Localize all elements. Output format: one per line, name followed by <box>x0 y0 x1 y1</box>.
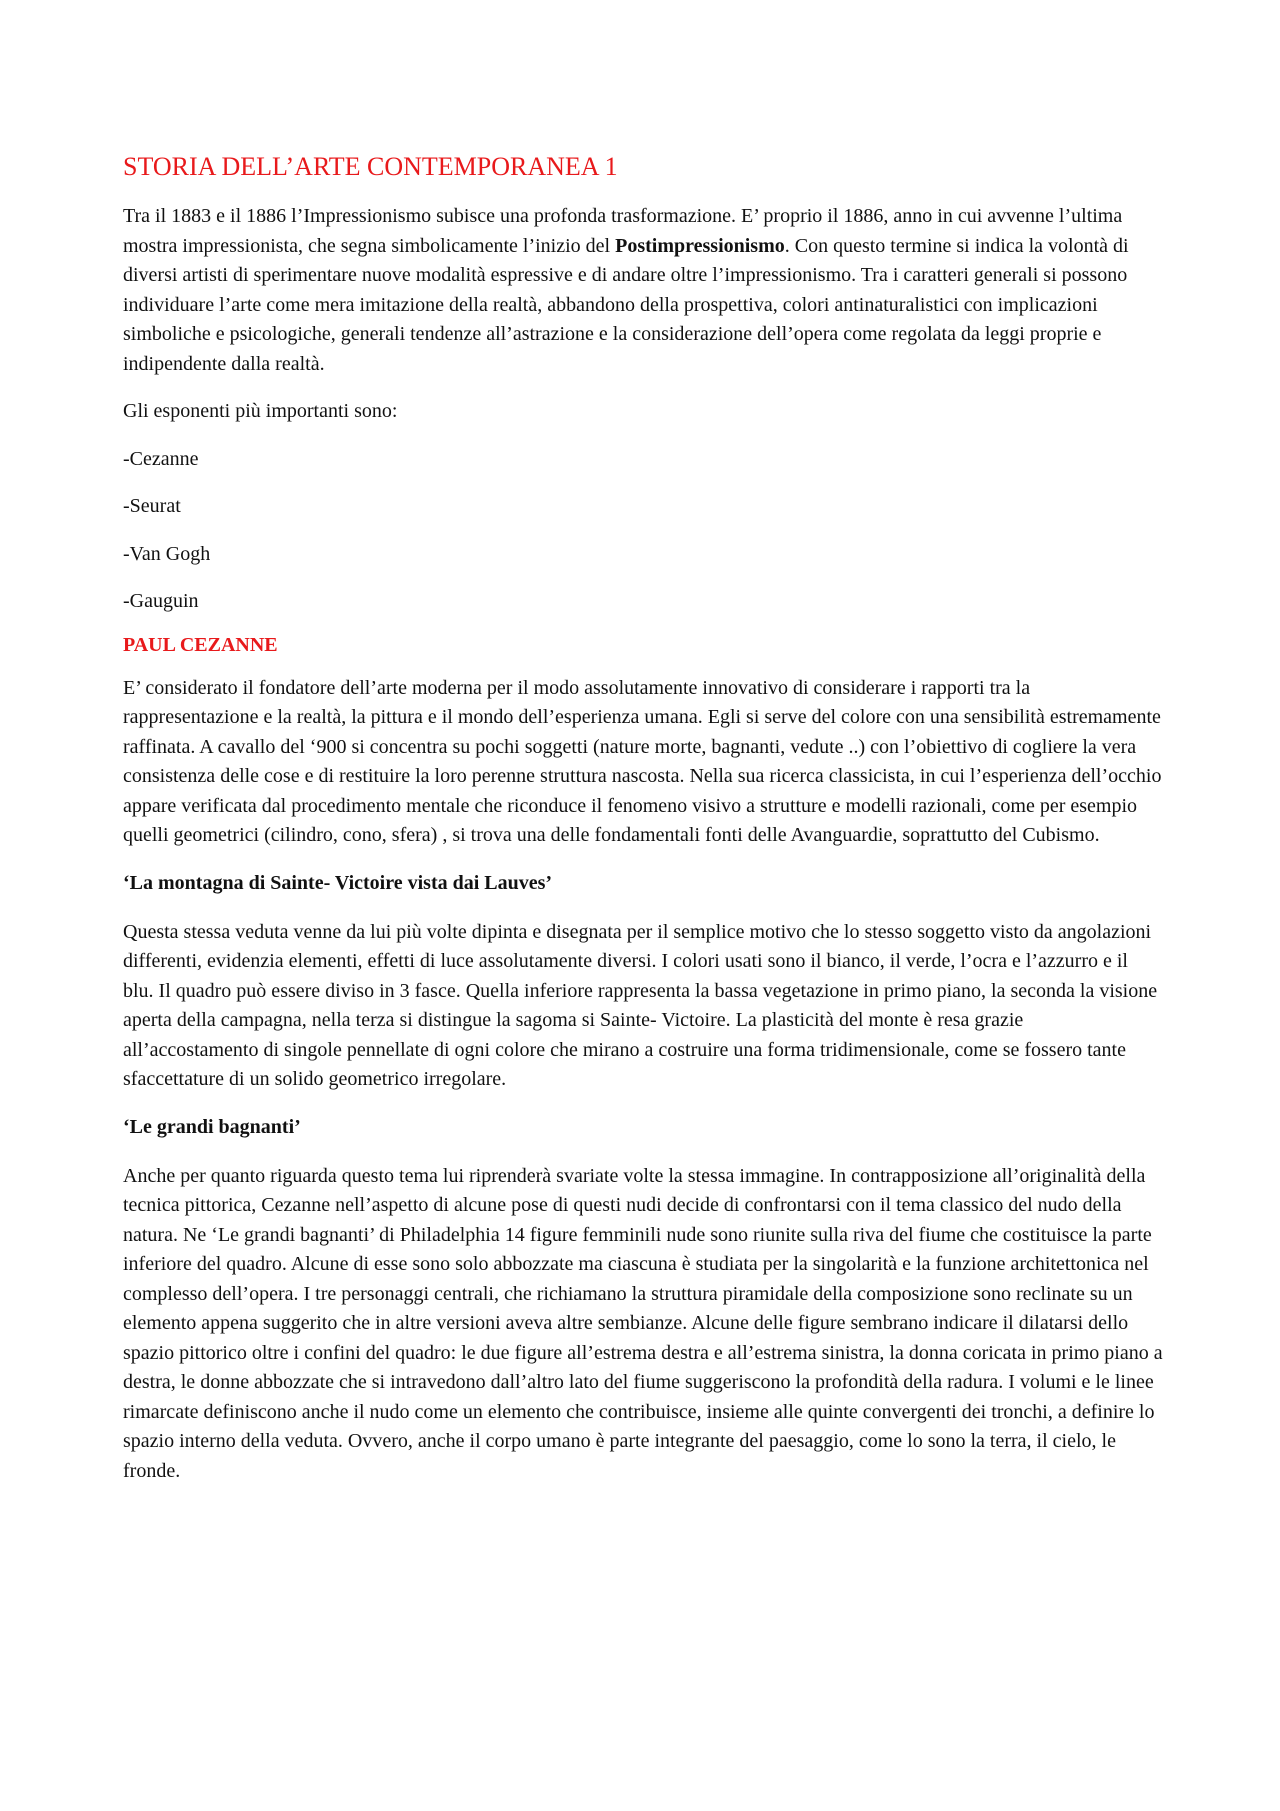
postimpressionismo-term: Postimpressionismo <box>615 234 785 257</box>
intro-paragraph <box>123 202 1163 379</box>
cezanne-paragraph: E’ considerato il fondatore dell’arte moderna per il modo assolutamente innovativo di considerare i rapporti tra la rappresentazione e la realtà, la pittura e il mondo dell’esperienza umana. Egli si serve del colore con una sensibilità estremamente raffinata. A cavallo del ‘900 si concentra su pochi soggetti (nature morte, bagnanti, vedute ..) con l’obiettivo di cogliere la vera consistenza delle cose e di restituire la loro perenne struttura nascosta. Nella sua ricerca classicista, in cui l’esperienza dell’occhio appare verificata dal procedimento mentale che riconduce il fenomeno visivo a strutture e modelli razionali, come per esempio quelli geometrici (cilindro, cono, sfera) , si trova una delle fondamentali fonti delle Avanguardie, soprattutto del Cubismo. <box>123 676 1162 846</box>
document-title: STORIA DELL’ARTE CONTEMPORANEA 1 <box>123 152 618 181</box>
exponent-item: -Seurat <box>123 495 181 517</box>
subheading-montagna: ‘La montagna di Sainte- Victoire vista dai Lauves’ <box>123 871 553 894</box>
exponents-label: Gli esponenti più importanti sono: <box>123 400 398 422</box>
section-heading-cezanne: PAUL CEZANNE <box>123 633 278 656</box>
document-page <box>123 150 1163 1504</box>
montagna-paragraph: Questa stessa veduta venne da lui più volte dipinta e disegnata per il semplice motivo che lo stesso soggetto visto da angolazioni differenti, evidenzia elementi, effetti di luce assolutamente diversi. I colori usati sono il bianco, il verde, l’ocra e l’azzurro e il blu. Il quadro può essere diviso in 3 fasce. Quella inferiore rappresenta la bassa vegetazione in primo piano, la seconda la visione aperta della campagna, nella terza si distingue la sagoma si Sainte- Victoire. La plasticità del monte è resa grazie all’accostamento di singole pennellate di ogni colore che mirano a costruire una forma tridimensionale, come se fossero tante sfaccettature di un solido geometrico irregolare. <box>123 920 1158 1090</box>
bagnanti-paragraph: Anche per quanto riguarda questo tema lui riprenderà svariate volte la stessa immagine. In contrapposizione all’originalità della tecnica pittorica, Cezanne nell’aspetto di alcune pose di questi nudi decide di confrontarsi con il tema classico del nudo della natura. Ne ‘Le grandi bagnanti’ di Philadelphia 14 figure femminili nude sono riunite sulla riva del fiume che costituisce la parte inferiore del quadro. Alcune di esse sono solo abbozzate ma ciascuna è studiata per la singolarità e la funzione architettonica nel complesso dell’opera. I tre personaggi centrali, che richiamano la struttura piramidale della composizione sono reclinate su un elemento appena suggerito che in altre versioni aveva altre sembianze. Alcune delle figure sembrano indicare il dilatarsi dello spazio pittorico oltre i confini del quadro: le due figure all’estrema destra e all’estrema sinistra, la donna coricata in primo piano a destra, le donne abbozzate che si intravedono dall’altro lato del fiume suggeriscono la profondità della radura. I volumi e le linee rimarcate definiscono anche il nudo come un elemento che contribuisce, insieme alle quinte convergenti dei tronchi, a definire lo spazio interno della veduta. Ovvero, anche il corpo umano è parte integrante del paesaggio, come lo sono la terra, il cielo, le fronde. <box>123 1164 1163 1482</box>
subheading-bagnanti: ‘Le grandi bagnanti’ <box>123 1115 301 1138</box>
exponent-item: -Van Gogh <box>123 542 211 565</box>
intro-text-start: Tra il 1883 e il 1886 l’Impressionismo subisce una profonda trasformazione. E’ proprio il 1886, anno in cui avvenne l’ultima mostra impressionista, che segna simbolicamente l’inizio del <box>123 205 1123 257</box>
intro-text-end: . Con questo termine si indica la volontà di diversi artisti di sperimentare nuove modalità espressive e di andare oltre l’impressionismo. Tra i caratteri generali si possono individuare l’arte come mera imitazione della realtà, abbandono della prospettiva, colori antinaturalistici con implicazioni simboliche e psicologiche, generali tendenze all’astrazione e la considerazione dell’opera come regolata da leggi proprie e indipendente dalla realtà. <box>123 234 1129 375</box>
exponent-item: -Cezanne <box>123 447 199 470</box>
exponent-item: -Gauguin <box>123 590 199 612</box>
